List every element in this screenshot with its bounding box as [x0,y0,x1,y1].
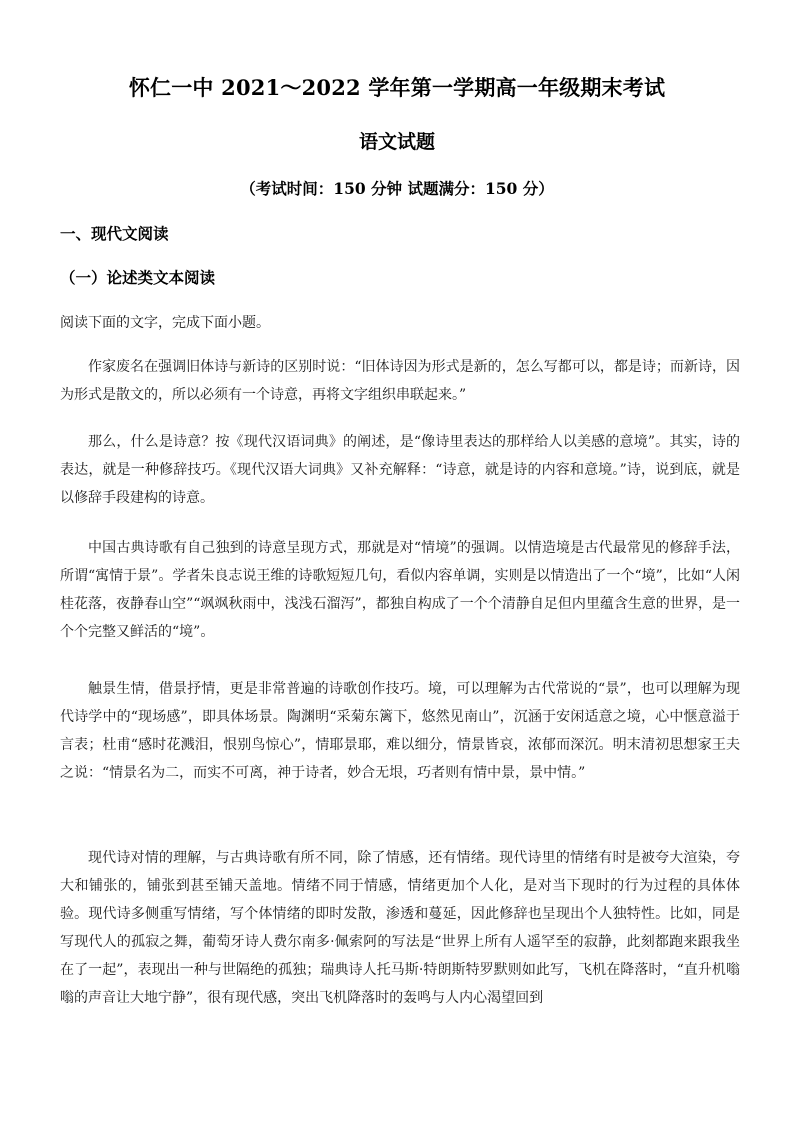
subject-title: 语文试题 [358,131,435,153]
passage-paragraph-5: 现代诗对情的理解，与古典诗歌有所不同，除了情感，还有情绪。现代诗里的情绪有时是被夸大渲染，夸大和铺张的，铺张到甚至铺天盖地。情绪不同于情感，情绪更加个人化，是对当下现时的行为过程的具体体验。现代诗多侧重写情绪，写个体情绪的即时发散，渗透和蔓延，因此修辞也呈现出个人独特性。比如，同是写现代人的孤寂之舞，葡萄牙诗人费尔南多·佩索阿的写法是“世界上所有人遥罕至的寂静，此刻都跑来跟我坐在了一起”，表现出一种与世隔绝的孤独；瑞典诗人托马斯·特朗斯特罗默则如此写，飞机在降落时，“直升机嗡嗡的声音让大地宁静”，很有现代感，突出飞机降落时的轰鸣与人内心渴望回到 [60,850,740,1006]
passage-paragraph-2: 那么，什么是诗意？按《现代汉语词典》的阐述，是“像诗里表达的那样给人以美感的意境”。其实，诗的表达，就是一种修辞技巧。《现代汉语大词典》又补充解释：“诗意，就是诗的内容和意境。”诗，说到底，就是以修辞手段建构的诗意。 [60,434,740,506]
passage-paragraph-4: 触景生情，借景抒情，更是非常普遍的诗歌创作技巧。境，可以理解为古代常说的“景”，也可以理解为现代诗学中的“现场感”，即具体场景。陶渊明“采菊东篱下，悠然见南山”，沉涵于安闲适意之境，心中惬意溢于言表；杜甫“感时花溅泪，恨别鸟惊心”，情耶景耶，难以细分，情景皆哀，浓郁而深沉。明末清初思想家王夫之说：“情景名为二，而实不可离，神于诗者，妙合无垠，巧者则有情中景，景中情。” [60,681,740,781]
reading-instructions: 阅读下面的文字，完成下面小题。 [60,315,270,331]
passage-paragraph-1: 作家废名在强调旧体诗与新诗的区别时说：“旧体诗因为形式是新的，怎么写都可以，都是诗；而新诗，因为形式是散文的，所以必须有一个诗意，再将文字组织串联起来。” [60,359,740,403]
exam-info: （考试时间：150 分钟 试题满分：150 分） [240,179,554,198]
exam-title: 怀仁一中 2021～2022 学年第一学期高一年级期末考试 [128,75,666,100]
subsection-heading: （一）论述类文本阅读 [60,269,216,287]
section-heading: 一、现代文阅读 [60,225,169,243]
passage-paragraph-3: 中国古典诗歌有自己独到的诗意呈现方式，那就是对“情境”的强调。以情造境是古代最常见的修辞手法，所谓“寓情于景”。学者朱良志说王维的诗歌短短几句，看似内容单调，实则是以情造出了一个“境”，比如“人闲桂花落，夜静春山空”“飒飒秋雨中，浅浅石溜泻”，都独自构成了一个个清静自足但内里蕴含生意的世界，是一个个完整又鲜活的“境”。 [60,540,740,640]
